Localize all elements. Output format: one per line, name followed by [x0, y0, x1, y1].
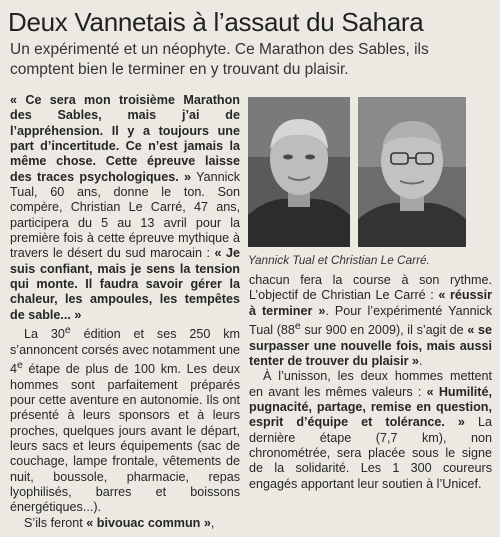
paragraph: [10, 516, 240, 531]
paragraph: [10, 323, 240, 516]
quote: « se surpasser une nouvelle fois, mais aussi tenter de trouver du plaisir »: [249, 323, 492, 368]
text-run: S’ils feront: [24, 515, 87, 530]
text-run: La dernière étape (7,7 km), non chronométrée, sera placée sous le signe de la solidarité. Les 1 300 coureurs engagés apportant leur soutien à l’Unicef.: [249, 415, 493, 491]
text-column-right: [249, 273, 492, 492]
portrait-image: [358, 97, 466, 247]
text-run: . Pour l’expérimenté Yannick Tual (88: [249, 303, 492, 338]
quote: « bivouac commun »: [86, 515, 211, 530]
superscript: e: [294, 320, 301, 333]
article-subtitle: Un expérimenté et un néophyte. Ce Marathon des Sables, ils comptent bien le terminer en y trouvant du plaisir.: [10, 41, 429, 78]
quote: « réussir à terminer »: [249, 288, 492, 318]
text-run: étape de plus de 100 km. Les deux hommes sont parfaitement préparés pour cette aventure en autonomie. Ils ont présenté à leurs sponsors et à leurs proches, quelques jours avant le départ, leurs sacs et leurs équipements (sac de couchage, lampe frontale, vêtements de nuit, boussole, pharmacie, repas lyophilisés, barres et boissons énergétiques...).: [10, 362, 240, 515]
text-run: .: [419, 353, 423, 368]
portrait-image: [248, 97, 350, 247]
text-run: ,: [210, 515, 215, 530]
photo-christian-le-carre: [358, 97, 466, 247]
quote: « Humilité, pugnacité, partage, remise en question, esprit d’équipe et tolérance. »: [249, 384, 492, 430]
superscript: e: [17, 359, 23, 372]
photo-yannick-tual: [248, 97, 350, 247]
text-column-left: [10, 93, 240, 531]
article-headline: Deux Vannetais à l’assaut du Sahara: [8, 7, 424, 37]
paragraph: [249, 273, 492, 369]
text-run: chacun fera la course à son rythme. L’objectif de Christian Le Carré :: [249, 273, 492, 303]
quote: « Je suis confiant, mais je sens la tension qui monte. Il faudra savoir gérer la chaleur, les ampoules, les tempêtes de sable... »: [10, 246, 240, 322]
text-run: Yannick Tual, 60 ans, donne le ton. Son compère, Christian Le Carré, 47 ans, participera du 5 au 13 avril pour la première fois à cette épreuve mythique à travers le désert du sud marocain :: [10, 169, 240, 261]
text-run: La 30: [24, 327, 65, 342]
paragraph: [10, 93, 240, 323]
paragraph: [249, 369, 492, 492]
photo-caption: Yannick Tual et Christian Le Carré.: [248, 253, 430, 267]
text-run: sur 900 en 2009), il s’agit de: [300, 323, 468, 338]
superscript: e: [64, 324, 71, 337]
text-run: édition et ses 250 km s’annoncent corsés avec notamment une 4: [10, 327, 240, 377]
text-run: À l’unisson, les deux hommes mettent en avant les mêmes valeurs :: [249, 369, 492, 399]
quote: « Ce sera mon troisième Marathon des Sables, mais j’ai de l’appréhension. Il y a toujours une part d’incertitude. Ce n’est jamais la même chose. Cette épreuve laisse des traces psychologiques. »: [10, 93, 240, 184]
